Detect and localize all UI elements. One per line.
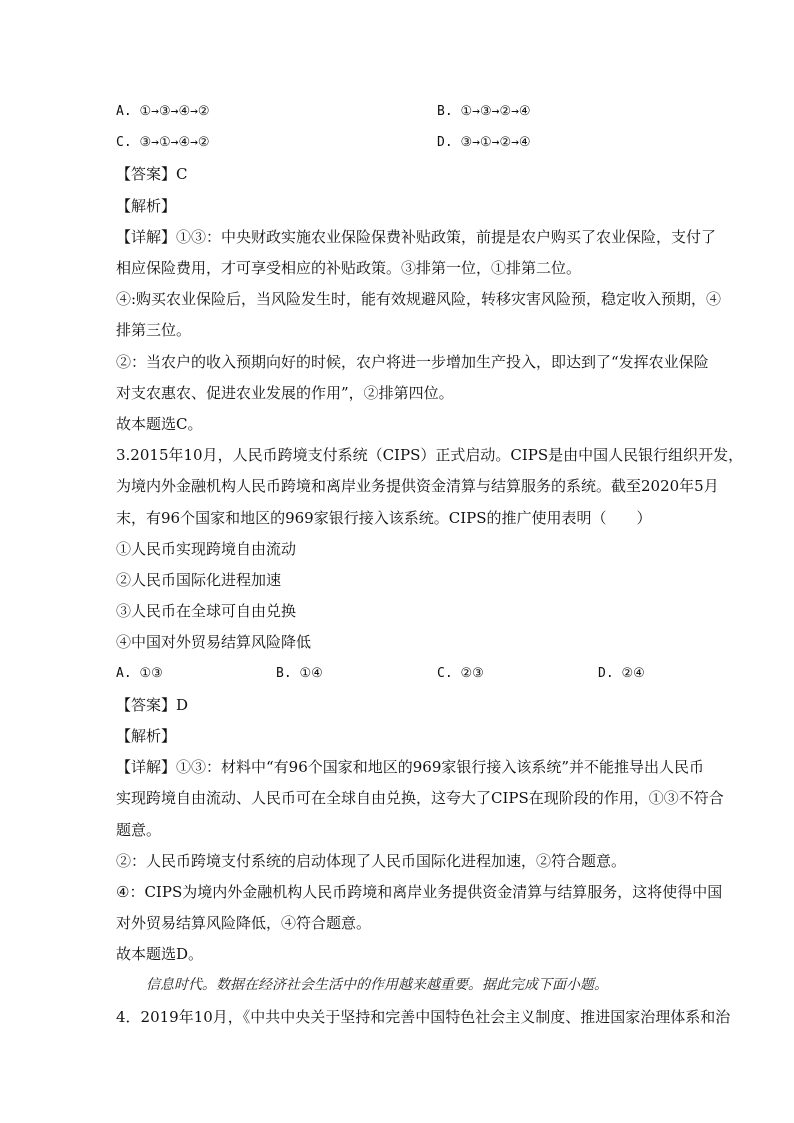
text-line-4: ④:购买农业保险后，当风险发生时，能有效规避风险，转移灾害风险预，稳定收入预期，④: [116, 290, 722, 308]
text-line-2: 【详解】①③：中央财政实施农业保险保费补贴政策，前提是农户购买了农业保险，支付了: [116, 228, 717, 246]
text-line-17: 【解析】: [116, 727, 177, 745]
text-line-15: ④中国对外贸易结算风险降低: [116, 633, 312, 651]
text-line-24: 故本题选D。: [116, 945, 204, 963]
q3-option-0: A. ①③: [116, 666, 163, 681]
text-line-1: 【解析】: [116, 197, 177, 215]
text-line-5: 排第三位。: [116, 321, 192, 339]
text-line-12: ①人民币实现跨境自由流动: [116, 540, 297, 558]
text-line-16: 【答案】D: [116, 696, 189, 714]
text-line-7: 对支农惠农、促进农业发展的作用”，②排第四位。: [116, 384, 454, 402]
text-line-20: 题意。: [116, 821, 162, 839]
q3-option-3: D. ②④: [598, 666, 645, 681]
text-line-19: 实现跨境自由流动、人民币可在全球自由兑换，这夸大了CIPS在现阶段的作用，①③不符合: [116, 789, 724, 807]
text-line-21: ②：人民币跨境支付系统的启动体现了人民币国际化进程加速，②符合题意。: [116, 852, 627, 870]
text-line-13: ②人民币国际化进程加速: [116, 571, 282, 589]
text-line-18: 【详解】①③：材料中“有96个国家和地区的969家银行接入该系统”并不能推导出人民币: [116, 758, 705, 776]
text-line-6: ②：当农户的收入预期向好的时候，农户将进一步增加生产投入，即达到了“发挥农业保险: [116, 353, 709, 371]
text-line-25: 4．2019年10月，《中共中央关于坚持和完善中国特色社会主义制度、推进国家治理体系和治: [116, 1008, 731, 1026]
text-line-11: 末，有96个国家和地区的969家银行接入该系统。CIPS的推广使用表明（ ）: [116, 509, 652, 527]
q2-option-0: A. ①→③→④→②: [116, 104, 210, 119]
text-line-10: 为境内外金融机构人民币跨境和离岸业务提供资金清算与结算服务的系统。截至2020年5月: [116, 477, 719, 495]
group-intro-note: 信息时代。数据在经济社会生活中的作用越来越重要。据此完成下面小题。: [146, 977, 608, 993]
text-line-9: 3.2015年10月，人民币跨境支付系统（CIPS）正式启动。CIPS是由中国人民银行组织开发，: [116, 446, 744, 464]
text-line-14: ③人民币在全球可自由兑换: [116, 602, 297, 620]
q2-option-1: B. ①→③→②→④: [437, 104, 531, 119]
q3-option-2: C. ②③: [437, 666, 484, 681]
text-line-22: ④：CIPS为境内外金融机构人民币跨境和离岸业务提供资金清算与结算服务，这将使得中国: [116, 883, 723, 901]
text-line-3: 相应保险费用，才可享受相应的补贴政策。③排第一位，①排第二位。: [116, 259, 582, 277]
q2-option-3: D. ③→①→②→④: [437, 135, 531, 150]
q2-option-2: C. ③→①→④→②: [116, 135, 210, 150]
text-line-0: 【答案】C: [116, 165, 188, 183]
text-line-8: 故本题选C。: [116, 415, 203, 433]
q3-option-1: B. ①④: [276, 666, 323, 681]
text-line-23: 对外贸易结算风险降低，④符合题意。: [116, 914, 372, 932]
